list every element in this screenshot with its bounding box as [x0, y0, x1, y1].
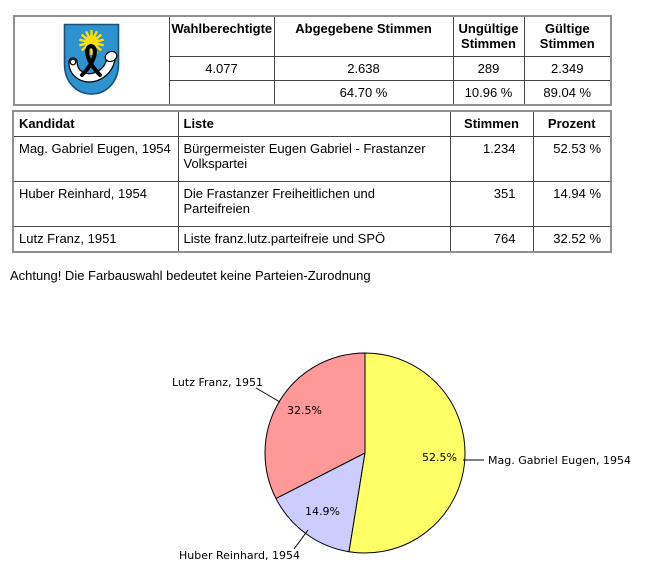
candidate-votes: 764: [450, 226, 533, 252]
candidate-percent: 52.53 %: [533, 136, 611, 181]
header-kandidat: Kandidat: [13, 111, 178, 136]
header-gueltige-stimmen: Gültige Stimmen: [524, 16, 611, 56]
pie-chart: [0, 330, 652, 581]
candidate-percent: 32.52 %: [533, 226, 611, 252]
slice-percent-label-gabriel: 52.5%: [422, 451, 457, 464]
coat-of-arms-cell: [14, 16, 169, 105]
slice-percent-label-lutz: 32.5%: [287, 404, 322, 417]
callout-line-lutz: [256, 388, 280, 402]
header-abgegebene-stimmen: Abgegebene Stimmen: [274, 16, 453, 56]
candidate-name: Lutz Franz, 1951: [13, 226, 178, 252]
header-stimmen: Stimmen: [450, 111, 533, 136]
header-ungueltige-stimmen: Ungültige Stimmen: [453, 16, 524, 56]
candidate-list: Liste franz.lutz.parteifreie und SPÖ: [178, 226, 450, 252]
gueltige-count: 2.349: [524, 56, 611, 80]
candidate-list: Die Frastanzer Freiheitlichen und Parteifreien: [178, 181, 450, 226]
ungueltige-percent: 10.96 %: [453, 80, 524, 105]
candidate-row-gabriel: [13, 136, 611, 181]
candidate-votes: 1.234: [450, 136, 533, 181]
candidate-row-lutz: [13, 226, 611, 252]
summary-table: [13, 15, 612, 106]
color-disclaimer-text: Achtung! Die Farbauswahl bedeutet keine Parteien-Zurodnung: [10, 268, 371, 283]
header-prozent: Prozent: [533, 111, 611, 136]
candidate-table: [12, 110, 612, 253]
callout-line-huber: [294, 530, 308, 549]
candidate-name: Huber Reinhard, 1954: [13, 181, 178, 226]
slice-callout-label-gabriel: Mag. Gabriel Eugen, 1954: [488, 454, 631, 467]
candidate-row-huber: [13, 181, 611, 226]
abgegebene-count: 2.638: [274, 56, 453, 80]
abgegebene-percent: 64.70 %: [274, 80, 453, 105]
ungueltige-count: 289: [453, 56, 524, 80]
header-wahlberechtigte: Wahlberechtigte: [169, 16, 274, 56]
gueltige-percent: 89.04 %: [524, 80, 611, 105]
slice-callout-label-huber: Huber Reinhard, 1954: [179, 549, 300, 562]
candidate-percent: 14.94 %: [533, 181, 611, 226]
wahlberechtigte-percent: [169, 80, 274, 105]
candidate-list: Bürgermeister Eugen Gabriel - Frastanzer Volkspartei: [178, 136, 450, 181]
candidate-votes: 351: [450, 181, 533, 226]
header-liste: Liste: [178, 111, 450, 136]
frastanz-coat-of-arms-icon: [63, 23, 120, 96]
wahlberechtigte-count: 4.077: [169, 56, 274, 80]
slice-percent-label-huber: 14.9%: [305, 505, 340, 518]
slice-callout-label-lutz: Lutz Franz, 1951: [172, 376, 264, 389]
candidate-name: Mag. Gabriel Eugen, 1954: [13, 136, 178, 181]
